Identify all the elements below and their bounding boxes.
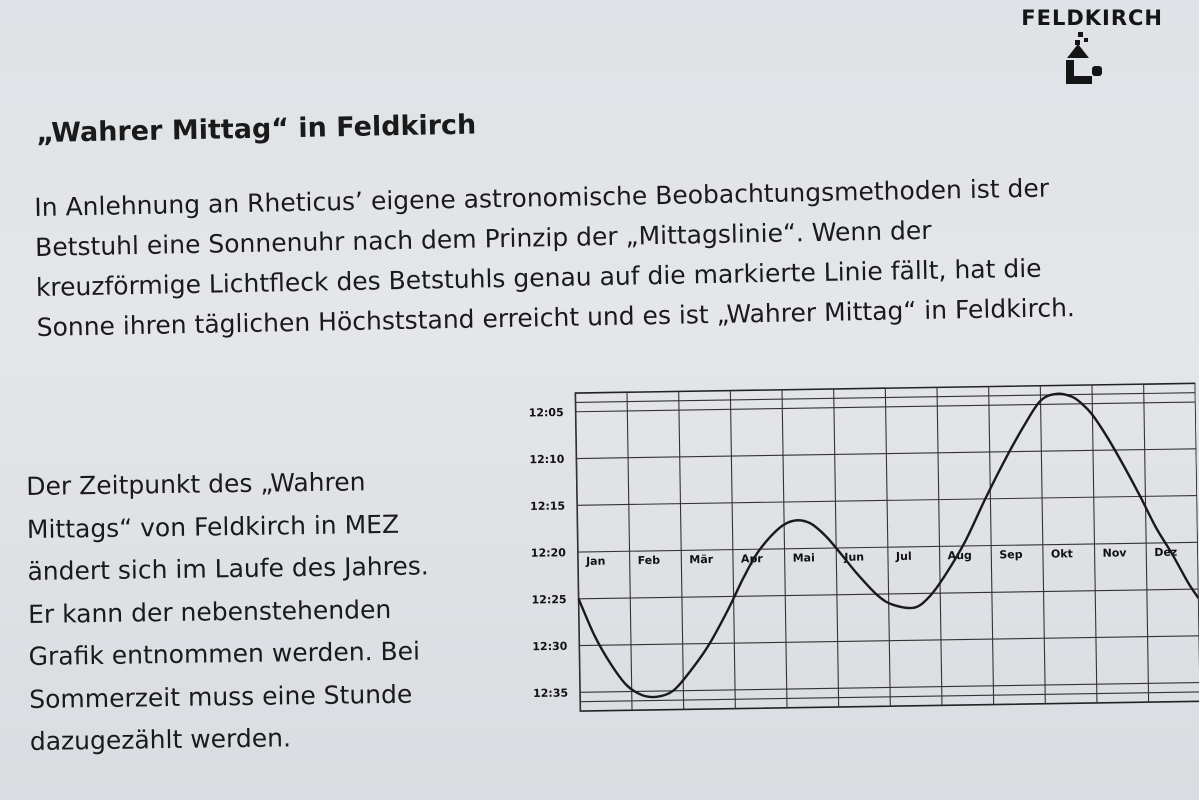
intro-line: Sonne ihren täglichen Höchststand erreicht und es ist „Wahrer Mittag“ in Feldkirch.	[36, 293, 1076, 342]
x-tick-label-mai: Mai	[792, 551, 815, 565]
x-tick-label-jun: Jun	[844, 550, 865, 564]
x-tick-label-apr: Apr	[740, 552, 763, 566]
brand-name: FELDKIRCH	[1021, 6, 1163, 30]
x-tick-label-aug: Aug	[947, 548, 972, 563]
intro-line: In Anlehnung an Rheticus’ eigene astronomische Beobachtungsmethoden ist der	[34, 173, 1050, 222]
y-tick-label: 12:35	[532, 686, 569, 701]
caption-line: ändert sich im Laufe des Jahres.	[27, 551, 429, 586]
feldkirch-logo-icon	[1056, 32, 1108, 94]
brand	[1021, 6, 1163, 94]
y-tick-label: 12:15	[530, 499, 566, 514]
caption-line: Grafik entnommen werden. Bei	[28, 636, 421, 671]
page-title: „Wahrer Mittag“ in Feldkirch	[36, 109, 477, 149]
x-tick-label-jul: Jul	[895, 549, 912, 564]
x-tick-label-dez: Dez	[1154, 545, 1178, 559]
y-tick-label: 12:10	[529, 452, 565, 467]
x-tick-label-nov: Nov	[1102, 546, 1127, 560]
y-tick-label: 12:20	[530, 546, 566, 560]
chart-caption	[26, 459, 500, 763]
x-tick-label-mär: Mär	[689, 552, 714, 567]
solar-noon-chart	[515, 359, 1199, 730]
y-tick-label: 12:05	[528, 405, 564, 420]
caption-line: dazugezählt werden.	[29, 723, 292, 756]
x-tick-label-feb: Feb	[637, 553, 661, 568]
x-tick-label-jan: Jan	[585, 554, 606, 568]
y-tick-label: 12:25	[531, 592, 567, 607]
intro-line: Betstuhl eine Sonnenuhr nach dem Prinzip der „Mittagslinie“. Wenn der	[34, 215, 932, 262]
intro-paragraph	[34, 166, 1187, 348]
y-tick-label: 12:30	[532, 639, 568, 654]
x-tick-label-okt: Okt	[1050, 547, 1073, 561]
caption-line: Er kann der nebenstehenden	[27, 594, 392, 629]
caption-line: Mittags“ von Feldkirch in MEZ	[26, 509, 400, 544]
intro-line: kreuzförmige Lichtfleck des Betstuhls genau auf die markierte Linie fällt, hat die	[35, 253, 1042, 302]
caption-line: Der Zeitpunkt des „Wahren	[26, 467, 366, 501]
x-tick-label-sep: Sep	[999, 548, 1023, 562]
caption-line: Sommerzeit muss eine Stunde	[29, 679, 413, 714]
